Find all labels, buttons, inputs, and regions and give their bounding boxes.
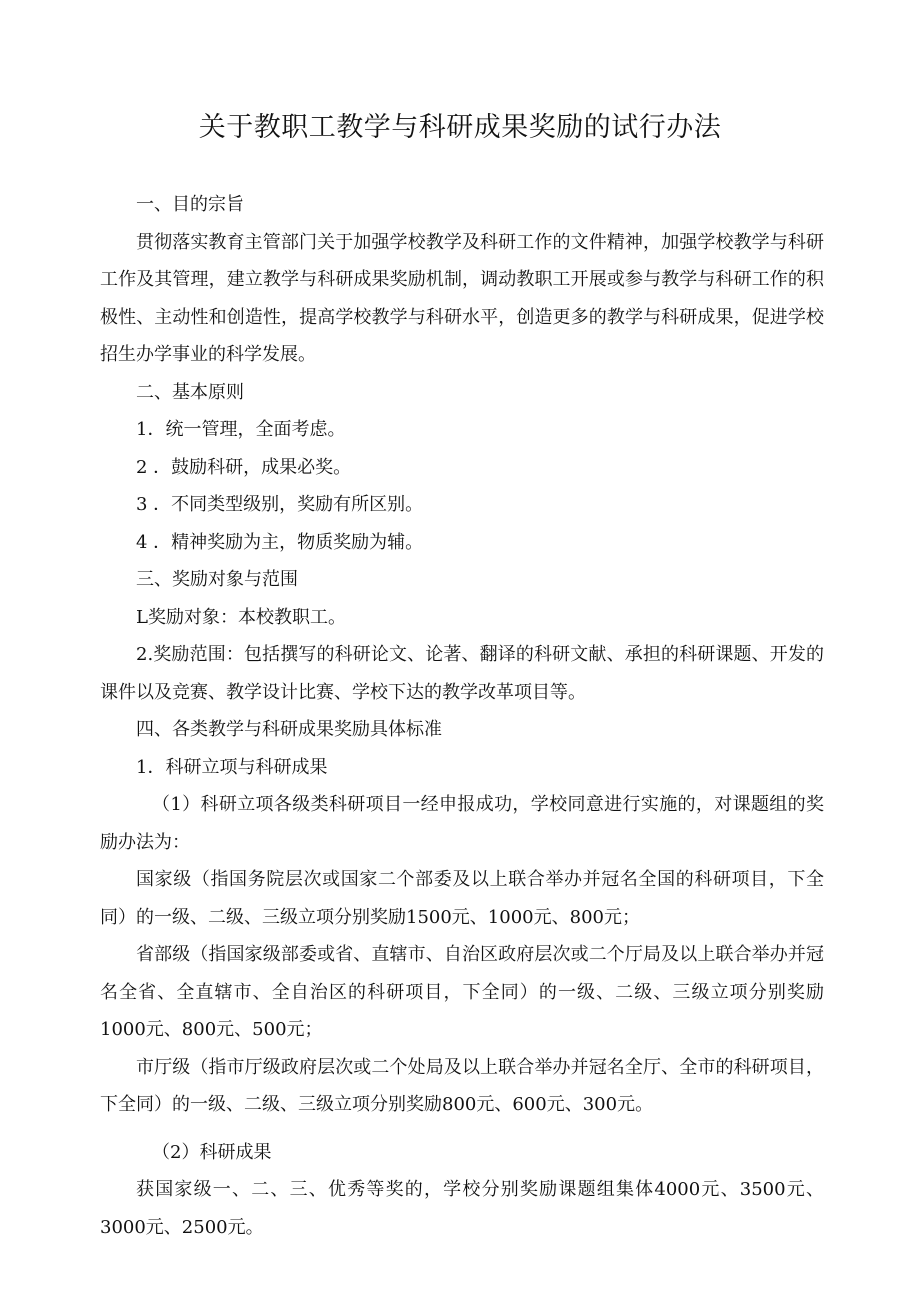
section-heading-scope: 三、奖励对象与范围 bbox=[136, 569, 298, 590]
principle-item-1: 1．统一管理，全面考虑。 bbox=[136, 419, 346, 440]
standards-subitem-2: （2）科研成果 bbox=[152, 1141, 272, 1163]
scope-item-1: L奖励对象：本校教职工。 bbox=[136, 606, 346, 628]
provincial-level-paragraph: 省部级（指国家级部委或省、直辖市、自治区政府层次或二个厅局及以上联合举办并冠名全省、全直辖市、全自治区的科研项目，下全同）的一级、二级、三级立项分别奖励1000元、800元、500元； bbox=[100, 944, 824, 1040]
city-level-paragraph: 市厅级（指市厅级政府层次或二个处局及以上联合举办并冠名全厅、全市的科研项目，下全同）的一级、二级、三级立项分别奖励800元、600元、300元。 bbox=[100, 1056, 824, 1115]
scope-item-2: 2.奖励范围：包括撰写的科研论文、论著、翻译的科研文献、承担的科研课题、开发的课件以及竞赛、教学设计比赛、学校下达的教学改革项目等。 bbox=[100, 644, 824, 703]
document-body bbox=[100, 186, 824, 1246]
standards-subitem-1: （1）科研立项各级类科研项目一经申报成功，学校同意进行实施的，对课题组的奖励办法为： bbox=[100, 794, 824, 853]
principle-item-2: 2 ．鼓励科研，成果必奖。 bbox=[136, 456, 352, 478]
section-heading-principles: 二、基本原则 bbox=[136, 381, 244, 403]
standards-item-1: 1．科研立项与科研成果 bbox=[136, 756, 328, 778]
principle-item-4: 4 ．精神奖励为主，物质奖励为辅。 bbox=[136, 531, 424, 553]
document-title: 关于教职工教学与科研成果奖励的试行办法 bbox=[198, 112, 722, 143]
section-heading-purpose: 一、目的宗旨 bbox=[136, 194, 244, 215]
national-level-paragraph: 国家级（指国务院层次或国家二个部委及以上联合举办并冠名全国的科研项目，下全同）的一级、二级、三级立项分别奖励1500元、1000元、800元； bbox=[100, 869, 824, 928]
achievement-award-paragraph: 获国家级一、二、三、优秀等奖的，学校分别奖励课题组集体4000元、3500元、3000元、2500元。 bbox=[100, 1179, 824, 1238]
section-heading-standards: 四、各类教学与科研成果奖励具体标准 bbox=[136, 719, 442, 740]
principle-item-3: 3 ．不同类型级别，奖励有所区别。 bbox=[136, 494, 424, 515]
purpose-paragraph: 贯彻落实教育主管部门关于加强学校教学及科研工作的文件精神，加强学校教学与科研工作及其管理，建立教学与科研成果奖励机制，调动教职工开展或参与教学与科研工作的积极性、主动性和创造性，提高学校教学与科研水平，创造更多的教学与科研成果，促进学校招生办学事业的科学发展。 bbox=[100, 231, 824, 365]
